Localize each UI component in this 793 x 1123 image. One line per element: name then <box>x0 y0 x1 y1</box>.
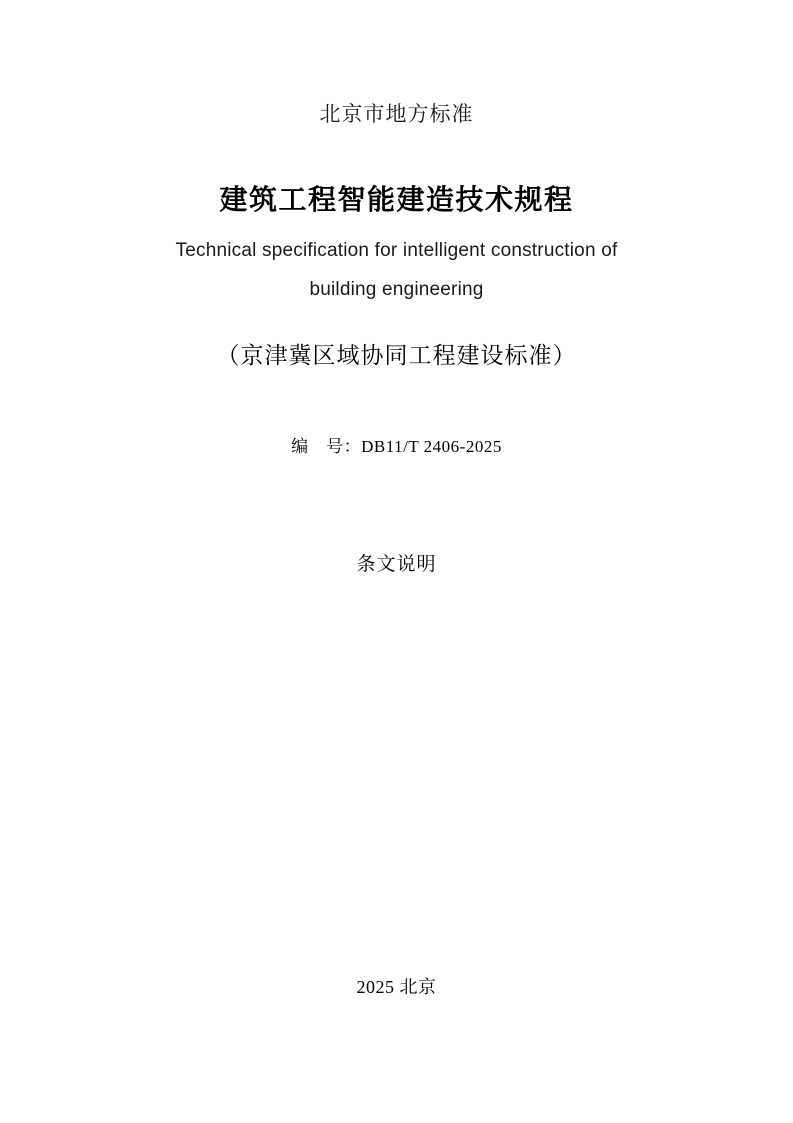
title-english-line-2: building engineering <box>309 279 484 300</box>
publication-footer: 2025 北京 <box>356 977 437 997</box>
document-kind-label: 条文说明 <box>356 554 437 575</box>
issuing-authority: 北京市地方标准 <box>319 102 474 126</box>
page-title: 建筑工程智能建造技术规程 <box>219 185 574 216</box>
standard-number: 编 号：DB11/T 2406-2025 <box>291 437 502 456</box>
standard-scope-subtitle: （京津冀区域协同工程建设标准） <box>216 343 577 368</box>
title-english-line-1: Technical specification for intelligent construction of <box>175 240 618 261</box>
